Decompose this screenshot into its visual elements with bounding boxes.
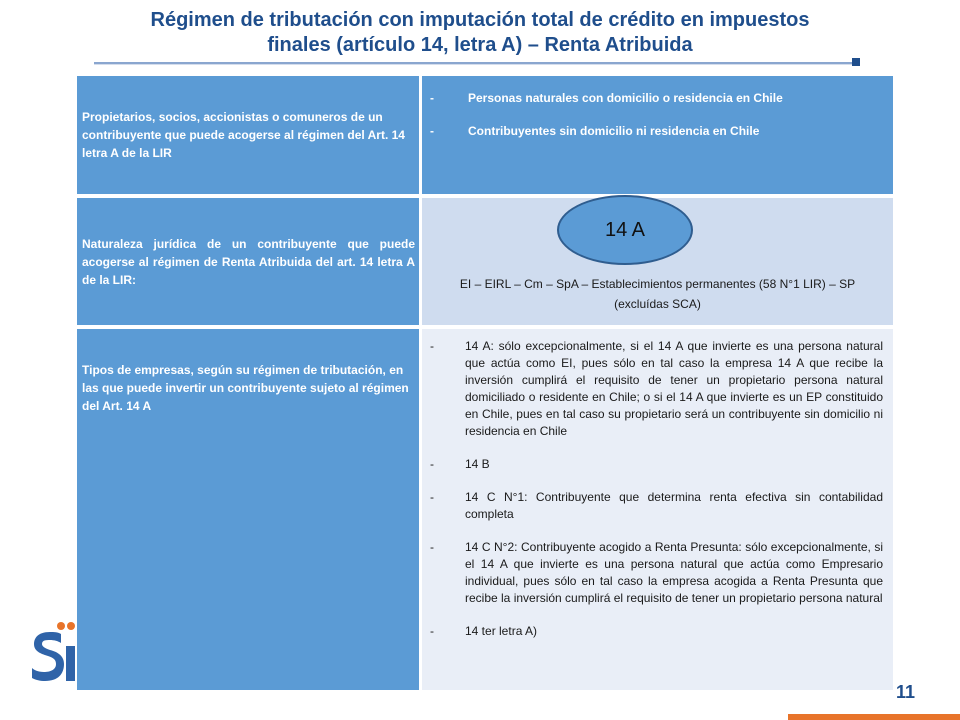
row-legal-nature-content [422,198,893,325]
slide-number: 11 [896,682,916,702]
title-corner-square [852,58,860,66]
row-legal-nature-label-text: Naturaleza jurídica de un contribuyente que puede acogerse al régimen de Renta Atribuida del art. 14 letra A de la LIR: [82,236,415,287]
list-item: - 14 C N°2: Contribuyente acogido a Renta Presunta: sólo excepcionalmente, si el 14 A que invierte es una persona natural que actúa como Empresario individual, pues sólo en tal caso la empresa acogida a Renta Presunta que recibe la inversión cumplirá el requisito de tener un propietario persona natural [430,539,883,607]
list-item: - 14 A: sólo excepcionalmente, si el 14 A que invierte es una persona natural que actúa como EI, pues sólo en tal caso la empresa 14 A que recibe la inversión cumplirá el requisito de tener un propietario persona natural domiciliado o residente en Chile; o si el 14 A que invierte es un EP constituido en Chile, pues en tal caso su propietario será un contribuyente sin domicilio ni residencia en Chile [430,338,883,440]
legal-entity-types-text: EI – EIRL – Cm – SpA – Establecimientos permanentes (58 N°1 LIR) – SP (excluídas SCA) [459,277,856,311]
slide-title-line-2: finales (artículo 14, letra A) – Renta Atribuida [267,34,693,56]
title-underline-shadow [94,64,860,65]
list-item: - Personas naturales con domicilio o residencia en Chile [430,90,885,107]
row-owners-content [422,76,893,194]
row-owners-label: Propietarios, socios, accionistas o comuneros de un contribuyente que puede acogerse al régimen del Art. 14 letra A de la LIR [77,76,419,194]
sii-logo-icon [28,618,76,682]
row-company-types-content [422,329,893,690]
regime-table [77,76,893,690]
list-item: - 14 C N°1: Contribuyente que determina renta efectiva sin contabilidad completa [430,489,883,523]
list-item: - 14 B [430,456,883,473]
footer-accent-bar [788,714,960,720]
slide-title [90,8,870,58]
slide-title-line-1: Régimen de tributación con imputación total de crédito en impuestos [150,9,810,31]
row-company-types-label: Tipos de empresas, según su régimen de tributación, en las que puede invertir un contribuyente sujeto al régimen del Art. 14 A [77,329,419,690]
list-item: - Contribuyentes sin domicilio ni residencia en Chile [430,123,885,140]
badge-14a: 14 A [557,195,693,265]
row-legal-nature-label [77,198,419,325]
list-item: - 14 ter letra A) [430,623,883,640]
